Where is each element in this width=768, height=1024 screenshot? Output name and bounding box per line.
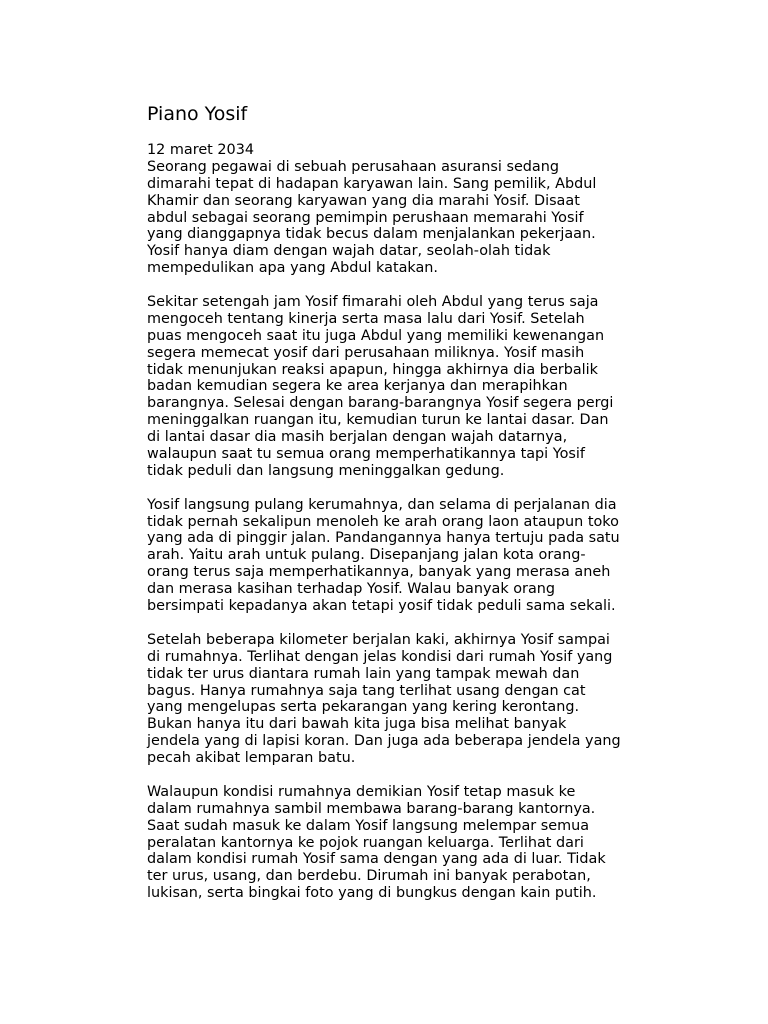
paragraph-line: Setelah beberapa kilometer berjalan kaki, akhirnya Yosif sampai [147,631,610,648]
paragraph-line: badan kemudian segera ke area kerjanya dan merapihkan [147,378,568,395]
paragraph-line: segera memecat yosif dari perusahaan miliknya. Yosif masih [147,344,585,361]
paragraph-line: di rumahnya. Terlihat dengan jelas kondisi dari rumah Yosif yang [147,648,613,665]
paragraph-line: yang dianggapnya tidak becus dalam menjalankan pekerjaan. [147,226,596,243]
paragraph-line: dimarahi tepat di hadapan karyawan lain. Sang pemilik, Abdul [147,175,597,192]
paragraph [147,632,762,767]
paragraph [147,784,762,902]
paragraph-line: mempedulikan apa yang Abdul katakan. [147,260,438,277]
paragraph-line: tidak pernah sekalipun menoleh ke arah orang laon ataupun toko [147,513,619,530]
paragraph-line: tidak peduli dan langsung meninggalkan gedung. [147,462,505,479]
document-date: 12 maret 2034 [147,142,255,158]
paragraph-line: dalam kondisi rumah Yosif sama dengan yang ada di luar. Tidak [147,851,606,868]
paragraph-line: Yosif hanya diam dengan wajah datar, seolah-olah tidak [147,243,551,260]
paragraph-line: abdul sebagai seorang pemimpin perushaan memarahi Yosif [147,209,584,226]
paragraph-line: lukisan, serta bingkai foto yang di bungkus dengan kain putih. [147,885,597,902]
paragraph-line: bagus. Hanya rumahnya saja tang terlihat usang dengan cat [147,682,586,699]
paragraph-line: meninggalkan ruangan itu, kemudian turun ke lantai dasar. Dan [147,412,609,429]
document-title: Piano Yosif [147,103,248,125]
paragraph-line: Bukan hanya itu dari bawah kita juga bisa melihat banyak [147,716,567,733]
paragraph [147,497,762,615]
paragraph-line: Yosif langsung pulang kerumahnya, dan selama di perjalanan dia [147,496,617,513]
paragraph-line: mengoceh tentang kinerja serta masa lalu dari Yosif. Setelah [147,310,585,327]
paragraph-line: di lantai dasar dia masih berjalan dengan wajah datarnya, [147,429,568,446]
paragraph-line: tidak menunjukan reaksi apapun, hingga akhirnya dia berbalik [147,361,598,378]
paragraph-line: Saat sudah masuk ke dalam Yosif langsung melempar semua [147,817,590,834]
paragraph-line: bersimpati kepadanya akan tetapi yosif tidak peduli sama sekali. [147,598,616,615]
paragraph-line: orang terus saja memperhatikannya, banyak yang merasa aneh [147,564,611,581]
paragraph-line: barangnya. Selesai dengan barang-barangnya Yosif segera pergi [147,395,614,412]
document-body [147,142,762,919]
paragraph-line: Seorang pegawai di sebuah perusahaan asuransi sedang [147,158,560,175]
paragraph-line: Sekitar setengah jam Yosif fimarahi oleh Abdul yang terus saja [147,294,599,311]
paragraph-line: peralatan kantornya ke pojok ruangan keluarga. Terlihat dari [147,834,584,851]
paragraph-line: yang mengelupas serta pekarangan yang kering kerontang. [147,699,580,716]
paragraph-line: dan merasa kasihan terhadap Yosif. Walau banyak orang [147,581,556,598]
paragraph-line: dalam rumahnya sambil membawa barang-barang kantornya. [147,800,596,817]
paragraph-line: walaupun saat tu semua orang memperhatikannya tapi Yosif [147,446,585,463]
paragraph-line: tidak ter urus diantara rumah lain yang tampak mewah dan [147,665,580,682]
paragraph-line: ter urus, usang, dan berdebu. Dirumah ini banyak perabotan, [147,868,591,885]
paragraph-line: puas mengoceh saat itu juga Abdul yang memiliki kewenangan [147,327,605,344]
paragraph-line: arah. Yaitu arah untuk pulang. Disepanjang jalan kota orang- [147,547,586,564]
paragraph-line: pecah akibat lemparan batu. [147,750,356,767]
paragraph-line: jendela yang di lapisi koran. Dan juga ada beberapa jendela yang [147,733,621,750]
paragraph [147,294,762,480]
paragraph-line: yang ada di pinggir jalan. Pandangannya hanya tertuju pada satu [147,530,620,547]
paragraph-line: Khamir dan seorang karyawan yang dia marahi Yosif. Disaat [147,192,580,209]
paragraph [147,159,762,277]
paragraph-line: Walaupun kondisi rumahnya demikian Yosif tetap masuk ke [147,783,576,800]
